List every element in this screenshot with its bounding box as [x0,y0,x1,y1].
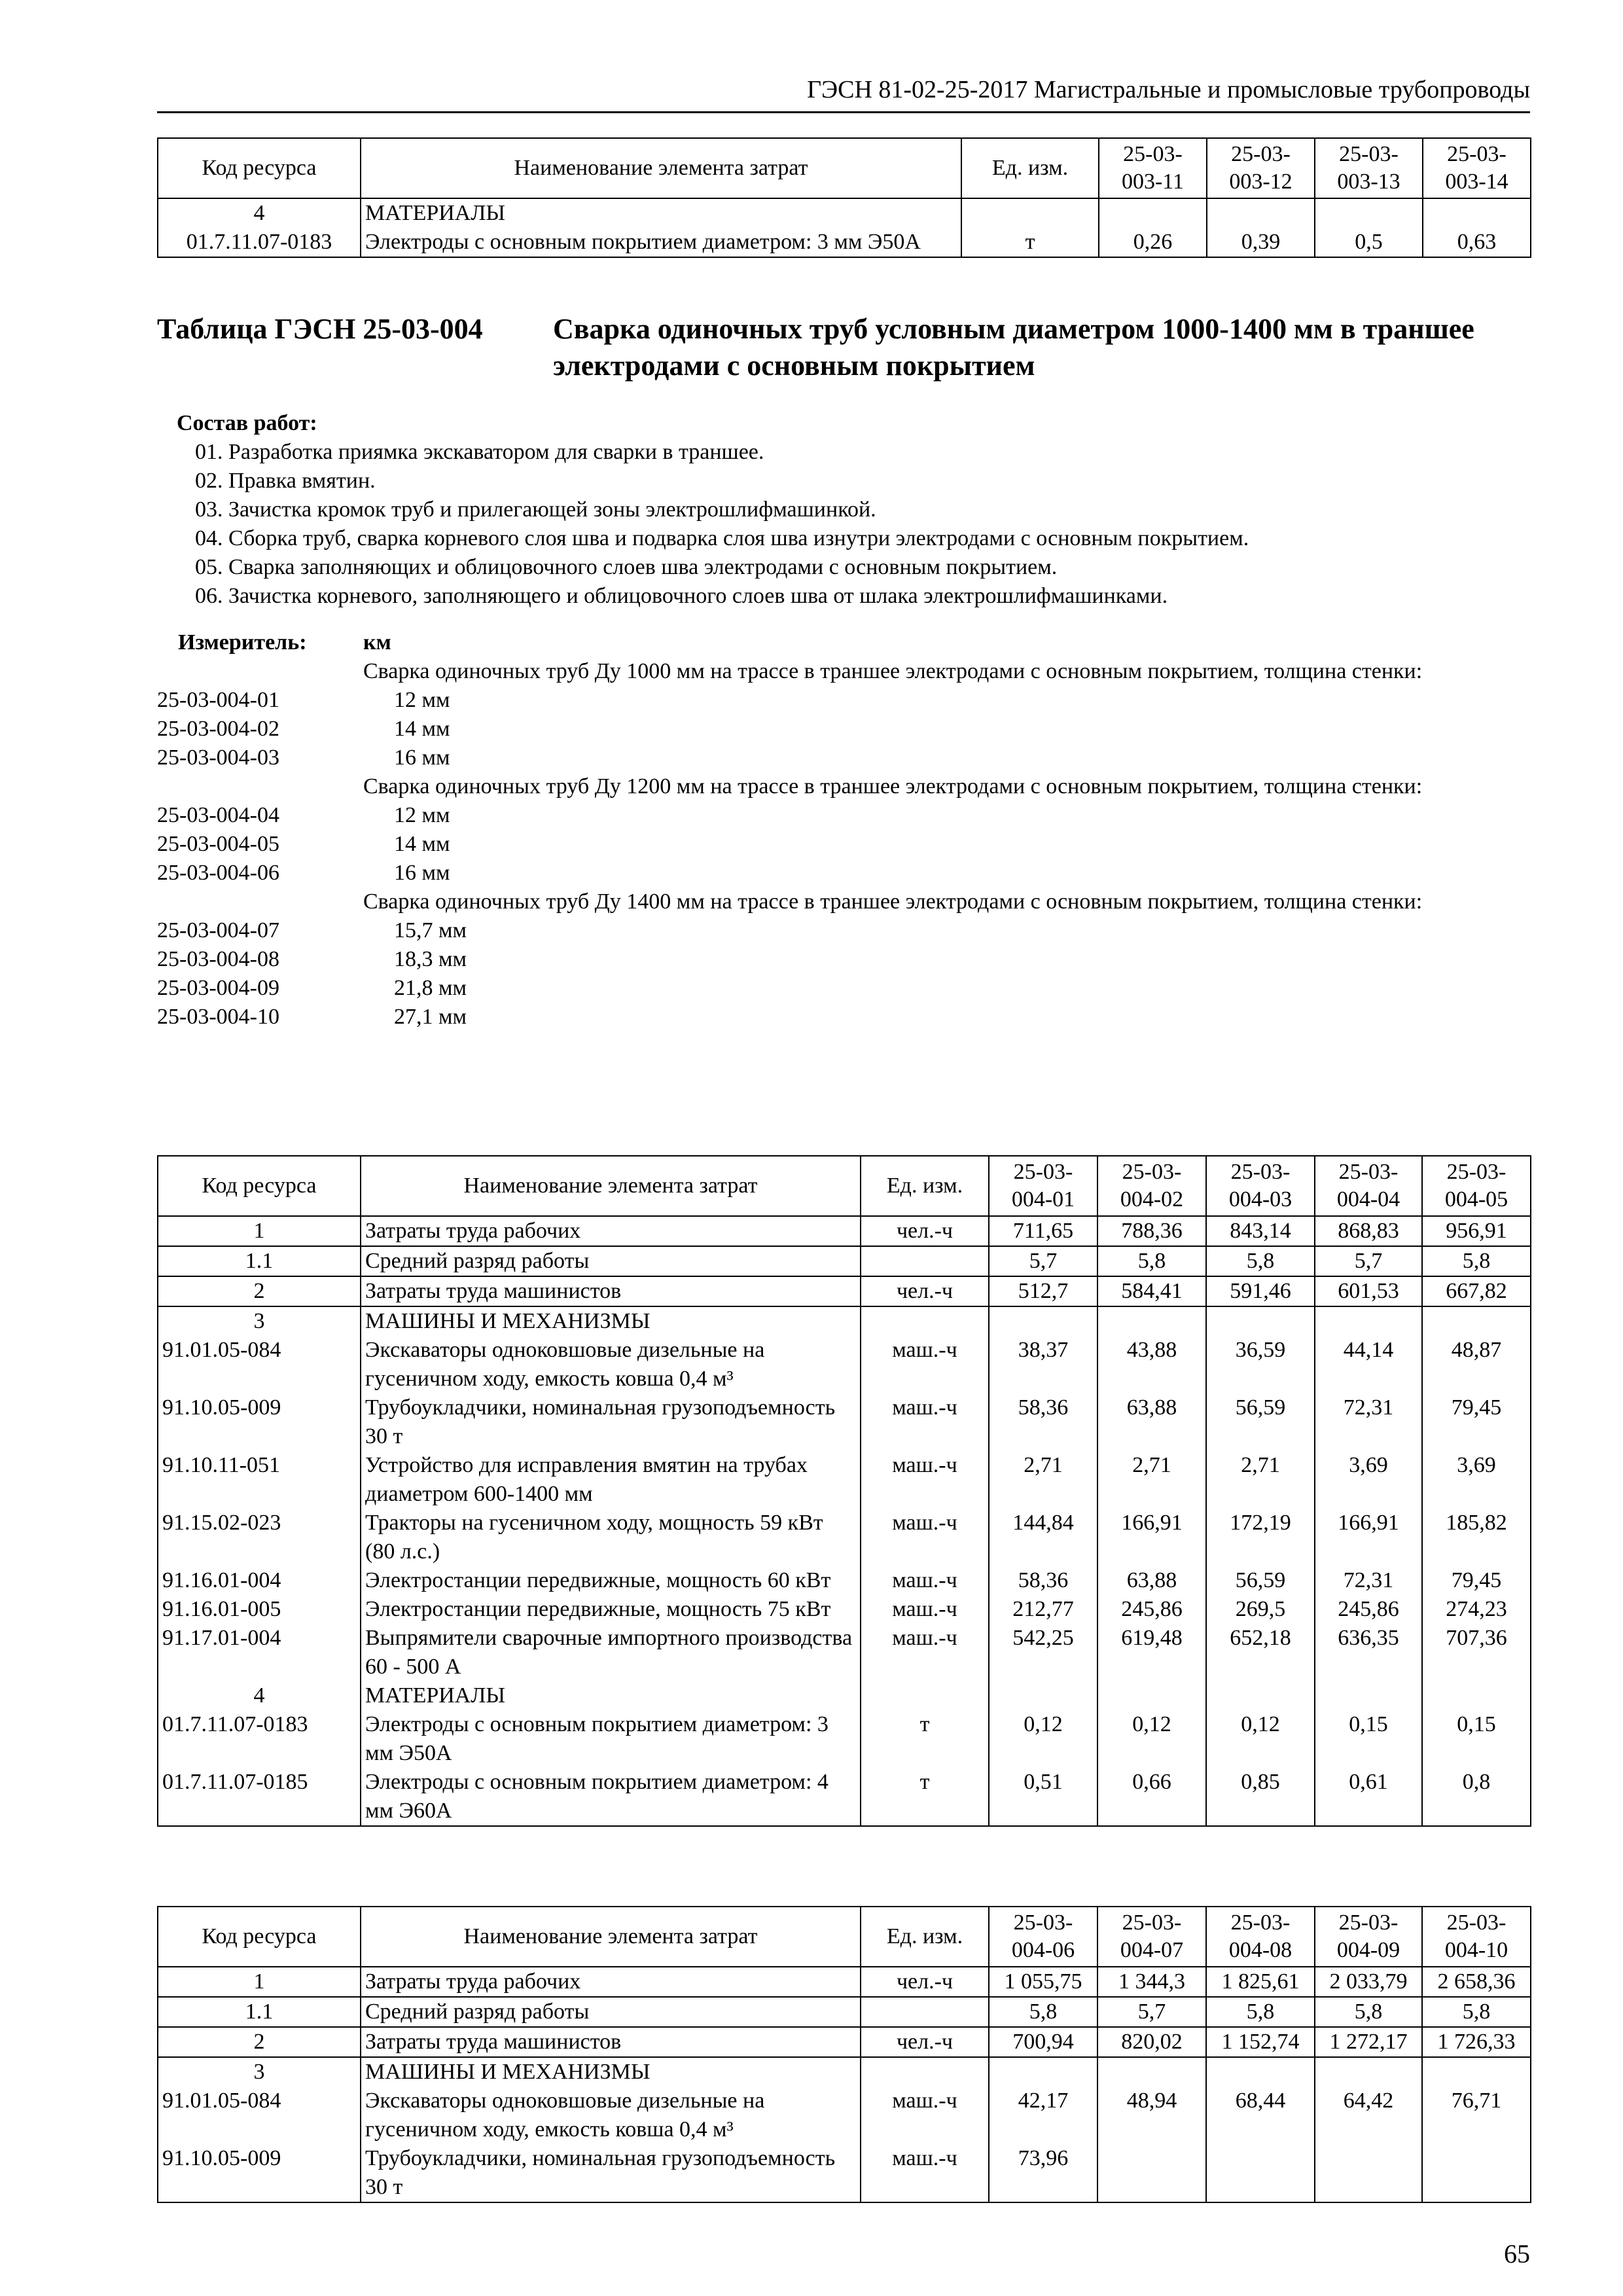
col-header-norm: 25-03-004-05 [1422,1156,1531,1216]
table-header-row [158,1156,1531,1216]
resource-unit: маш.-ч [861,2087,989,2144]
work-item: 03. Зачистка кромок труб и прилегающей зоны электрошлифмашинкой. [195,497,876,522]
resource-value: 0,85 [1206,1768,1315,1826]
resource-value: 0,15 [1315,1710,1422,1768]
resource-value: 868,83 [1315,1216,1422,1246]
resource-value: 0,12 [1206,1710,1315,1768]
table-row [158,1710,1531,1768]
norm-item [157,974,1530,1003]
resource-unit: маш.-ч [861,1451,989,1509]
resource-value: 79,45 [1422,1566,1531,1595]
resource-code: 91.01.05-084 [158,2087,361,2144]
empty-cell [861,1306,989,1336]
resource-code: 91.10.05-009 [158,1393,361,1451]
resource-value: 1 152,74 [1206,2027,1315,2057]
resource-code: 91.10.05-009 [158,2144,361,2202]
col-header-norm: 25-03-004-01 [989,1156,1097,1216]
resource-name: Электростанции передвижные, мощность 75 кВт [361,1595,861,1624]
col-header-unit: Ед. изм. [961,138,1099,198]
resource-name: Электростанции передвижные, мощность 60 кВт [361,1566,861,1595]
resource-value: 2,71 [989,1451,1097,1509]
resource-value: 269,5 [1206,1595,1315,1624]
resource-name: Затраты труда рабочих [361,1967,861,1997]
resource-value: 512,7 [989,1276,1097,1306]
measure-group-desc: Сварка одиночных труб Ду 1200 мм на трассе в траншее электродами с основным покрытием, толщина стенки: [363,774,1423,798]
section-name: МАТЕРИАЛЫ [361,198,961,228]
norm-item [157,686,1530,715]
empty-cell [1097,1681,1206,1710]
table-title-text: Сварка одиночных труб условным диаметром 1000-1400 мм в траншее электродами с основным покрытием [553,313,1474,382]
resource-value: 63,88 [1097,1393,1206,1451]
resource-value: 166,91 [1097,1509,1206,1566]
resource-value: 5,8 [1422,1246,1531,1276]
col-header-norm: 25-03-004-08 [1206,1907,1315,1967]
resource-value: 5,8 [989,1997,1097,2027]
resource-value: 0,12 [1097,1710,1206,1768]
col-header-name: Наименование элемента затрат [361,138,961,198]
resource-code: 91.16.01-005 [158,1595,361,1624]
resource-value [1315,2144,1422,2202]
resource-value: 5,8 [1206,1246,1315,1276]
resource-value [1097,2144,1206,2202]
resource-code: 1.1 [158,1997,361,2027]
resource-value: 172,19 [1206,1509,1315,1566]
resource-value: 0,61 [1315,1768,1422,1826]
resource-value: 166,91 [1315,1509,1422,1566]
table-row [158,1393,1531,1451]
table-row [158,1246,1531,1276]
work-composition [177,409,1249,611]
resource-name: Экскаваторы одноковшовые дизельные на гусеничном ходу, емкость ковша 0,4 м³ [361,2087,861,2144]
resource-value: 36,59 [1206,1336,1315,1393]
resource-table-004-b [157,1906,1531,2203]
resource-value: 591,46 [1206,1276,1315,1306]
resource-code: 01.7.11.07-0183 [158,228,361,257]
norm-thickness: 16 мм [394,745,450,770]
measure-label: Измеритель: [178,630,307,655]
resource-value: 44,14 [1315,1336,1422,1393]
norm-thickness: 27,1 мм [394,1005,467,1029]
resource-value: 584,41 [1097,1276,1206,1306]
resource-value: 0,63 [1423,228,1531,257]
work-item: 02. Правка вмятин. [195,469,376,493]
resource-value: 43,88 [1097,1336,1206,1393]
table-row [158,1276,1531,1306]
table-row [158,1566,1531,1595]
resource-code: 01.7.11.07-0185 [158,1768,361,1826]
resource-value: 788,36 [1097,1216,1206,1246]
col-header-code: Код ресурса [158,138,361,198]
norm-code: 25-03-004-04 [157,803,279,827]
resource-code: 1 [158,1216,361,1246]
resource-value: 0,51 [989,1768,1097,1826]
section-row [158,1306,1531,1336]
resource-name: Средний разряд работы [361,1997,861,2027]
table-row [158,1509,1531,1566]
resource-code: 2 [158,1276,361,1306]
resource-value: 2 033,79 [1315,1967,1422,1997]
resource-unit: маш.-ч [861,1566,989,1595]
resource-value: 64,42 [1315,2087,1422,2144]
resource-name: Электроды с основным покрытием диаметром: 3 мм Э50А [361,1710,861,1768]
resource-code: 3 [158,1306,361,1336]
resource-value: 274,23 [1422,1595,1531,1624]
work-item: 04. Сборка труб, сварка корневого слоя шва и подварка слоя шва изнутри электродами с основным покрытием. [195,526,1249,550]
resource-value: 1 055,75 [989,1967,1097,1997]
resource-value: 212,77 [989,1595,1097,1624]
col-header-norm: 25-03-004-07 [1097,1907,1206,1967]
resource-name: Устройство для исправления вмятин на трубах диаметром 600-1400 мм [361,1451,861,1509]
table-title-label: Таблица ГЭСН 25-03-004 [157,313,483,345]
table-row [158,2087,1531,2144]
resource-value: 820,02 [1097,2027,1206,2057]
resource-value: 76,71 [1422,2087,1531,2144]
resource-value: 5,7 [1315,1246,1422,1276]
col-header-norm: 25-03-004-02 [1097,1156,1206,1216]
resource-value: 72,31 [1315,1393,1422,1451]
norm-code: 25-03-004-01 [157,688,279,712]
empty-cell [989,2057,1097,2087]
norm-thickness: 12 мм [394,688,450,712]
table-header-row [158,1907,1531,1967]
col-header-unit: Ед. изм. [861,1156,989,1216]
norm-thickness: 16 мм [394,861,450,885]
resource-unit: т [961,228,1099,257]
norm-item [157,1003,1530,1031]
resource-unit [861,1246,989,1276]
resource-value: 5,8 [1422,1997,1531,2027]
resource-value: 185,82 [1422,1509,1531,1566]
col-header-norm: 25-03-004-10 [1422,1907,1531,1967]
resource-value: 601,53 [1315,1276,1422,1306]
norm-item [157,945,1530,974]
resource-value: 48,94 [1097,2087,1206,2144]
resource-value: 5,7 [1097,1997,1206,2027]
norm-thickness: 15,7 мм [394,918,467,942]
col-header-norm: 25-03-003-12 [1207,138,1315,198]
resource-value: 1 344,3 [1097,1967,1206,1997]
resource-code: 4 [158,1681,361,1710]
resource-value: 72,31 [1315,1566,1422,1595]
col-header-norm: 25-03-004-03 [1206,1156,1315,1216]
section-name: МАТЕРИАЛЫ [361,1681,861,1710]
resource-value: 700,94 [989,2027,1097,2057]
resource-value: 667,82 [1422,1276,1531,1306]
norm-code: 25-03-004-09 [157,976,279,1000]
resource-value: 0,12 [989,1710,1097,1768]
resource-code: 91.17.01-004 [158,1624,361,1681]
resource-value: 0,66 [1097,1768,1206,1826]
norm-item [157,830,1530,859]
resource-name: Средний разряд работы [361,1246,861,1276]
norm-item [157,744,1530,772]
resource-name: Тракторы на гусеничном ходу, мощность 59 кВт (80 л.с.) [361,1509,861,1566]
resource-unit: маш.-ч [861,2144,989,2202]
table-row [158,1336,1531,1393]
resource-value: 245,86 [1097,1595,1206,1624]
resource-unit: маш.-ч [861,1336,989,1393]
resource-unit: чел.-ч [861,1967,989,1997]
resource-code: 91.15.02-023 [158,1509,361,1566]
resource-value: 5,7 [989,1246,1097,1276]
resource-value: 707,36 [1422,1624,1531,1681]
measure-group-desc: Сварка одиночных труб Ду 1400 мм на трассе в траншее электродами с основным покрытием, толщина стенки: [363,889,1423,914]
norm-code: 25-03-004-03 [157,745,279,770]
resource-table-003 [157,137,1531,258]
resource-name: Затраты труда машинистов [361,2027,861,2057]
resource-value: 48,87 [1422,1336,1531,1393]
norm-code: 25-03-004-06 [157,861,279,885]
norm-thickness: 21,8 мм [394,976,467,1000]
resource-unit: чел.-ч [861,1276,989,1306]
resource-value: 5,8 [1097,1246,1206,1276]
resource-name: Затраты труда рабочих [361,1216,861,1246]
resource-value: 0,26 [1099,228,1207,257]
empty-cell [989,1681,1097,1710]
resource-code: 91.01.05-084 [158,1336,361,1393]
resource-unit [861,1997,989,2027]
table-row [158,1768,1531,1826]
resource-value: 2,71 [1097,1451,1206,1509]
empty-cell [1097,1306,1206,1336]
norm-code: 25-03-004-05 [157,832,279,856]
section-row [158,1681,1531,1710]
col-header-unit: Ед. изм. [861,1907,989,1967]
resource-value: 636,35 [1315,1624,1422,1681]
empty-cell [1206,1306,1315,1336]
section-name: МАШИНЫ И МЕХАНИЗМЫ [361,2057,861,2087]
resource-value: 652,18 [1206,1624,1315,1681]
resource-value: 0,8 [1422,1768,1531,1826]
section-row [158,198,1531,228]
resource-value: 5,8 [1206,1997,1315,2027]
resource-value: 711,65 [989,1216,1097,1246]
resource-name: Затраты труда машинистов [361,1276,861,1306]
col-header-code: Код ресурса [158,1907,361,1967]
table-row [158,1997,1531,2027]
col-header-norm: 25-03-004-04 [1315,1156,1422,1216]
resource-value: 0,5 [1315,228,1423,257]
resource-value [1422,2144,1531,2202]
resource-code: 91.16.01-004 [158,1566,361,1595]
resource-unit: маш.-ч [861,1509,989,1566]
table-row [158,1595,1531,1624]
norm-thickness: 14 мм [394,717,450,741]
resource-unit: маш.-ч [861,1624,989,1681]
resource-code: 3 [158,2057,361,2087]
norm-code: 25-03-004-10 [157,1005,279,1029]
section-number: 4 [158,198,361,228]
empty-cell [1315,2057,1422,2087]
resource-value [1206,2144,1315,2202]
table-row [158,1967,1531,1997]
resource-value: 1 726,33 [1422,2027,1531,2057]
resource-name: Электроды с основным покрытием диаметром: 4 мм Э60А [361,1768,861,1826]
resource-code: 1.1 [158,1246,361,1276]
empty-cell [989,1306,1097,1336]
running-header: ГЭСН 81-02-25-2017 Магистральные и промысловые трубопроводы [157,73,1530,113]
resource-name: Трубоукладчики, номинальная грузоподъемность 30 т [361,2144,861,2202]
resource-value: 3,69 [1422,1451,1531,1509]
norm-item [157,859,1530,888]
measure-unit: км [363,630,391,655]
col-header-name: Наименование элемента затрат [361,1156,861,1216]
norm-thickness: 14 мм [394,832,450,856]
resource-unit: маш.-ч [861,1393,989,1451]
work-item: 05. Сварка заполняющих и облицовочного слоев шва электродами с основным покрытием. [195,555,1058,579]
resource-unit: т [861,1710,989,1768]
norm-item [157,715,1530,744]
empty-cell [1206,1681,1315,1710]
resource-name: Электроды с основным покрытием диаметром: 3 мм Э50А [361,228,961,257]
norm-code: 25-03-004-08 [157,947,279,971]
resource-value: 0,39 [1207,228,1315,257]
empty-cell [1422,1681,1531,1710]
resource-code: 91.10.11-051 [158,1451,361,1509]
resource-value: 56,59 [1206,1393,1315,1451]
table-row [158,2144,1531,2202]
empty-cell [861,2057,989,2087]
norm-item [157,801,1530,830]
resource-unit: чел.-ч [861,2027,989,2057]
resource-value: 0,15 [1422,1710,1531,1768]
empty-cell [861,1681,989,1710]
section-row [158,2057,1531,2087]
resource-name: Выпрямители сварочные импортного производства 60 - 500 А [361,1624,861,1681]
section-name: МАШИНЫ И МЕХАНИЗМЫ [361,1306,861,1336]
resource-value: 956,91 [1422,1216,1531,1246]
table-row [158,1624,1531,1681]
empty-cell [1315,1306,1422,1336]
table-row [158,228,1531,257]
col-header-norm: 25-03-004-09 [1315,1907,1422,1967]
resource-code: 1 [158,1967,361,1997]
table-header-row [158,138,1531,198]
resource-value: 56,59 [1206,1566,1315,1595]
empty-cell [1097,2057,1206,2087]
col-header-norm: 25-03-003-11 [1099,138,1207,198]
norm-thickness: 18,3 мм [394,947,467,971]
resource-value: 63,88 [1097,1566,1206,1595]
page-number: 65 [1504,2239,1530,2269]
norm-item [157,916,1530,945]
resource-unit: маш.-ч [861,1595,989,1624]
table-row [158,2027,1531,2057]
resource-value: 38,37 [989,1336,1097,1393]
resource-value: 5,8 [1315,1997,1422,2027]
resource-value: 542,25 [989,1624,1097,1681]
col-header-norm: 25-03-003-14 [1423,138,1531,198]
resource-value: 58,36 [989,1393,1097,1451]
resource-value: 3,69 [1315,1451,1422,1509]
resource-value: 843,14 [1206,1216,1315,1246]
col-header-code: Код ресурса [158,1156,361,1216]
resource-table-004-a [157,1155,1531,1827]
work-item: 06. Зачистка корневого, заполняющего и облицовочного слоев шва от шлака электрошлифмашинками. [195,584,1168,608]
measure-block [157,628,1530,1031]
resource-name: Трубоукладчики, номинальная грузоподъемность 30 т [361,1393,861,1451]
work-item: 01. Разработка приямка экскаватором для сварки в траншее. [195,440,764,464]
norm-code: 25-03-004-07 [157,918,279,942]
table-row [158,1451,1531,1509]
empty-cell [1315,1681,1422,1710]
resource-value: 42,17 [989,2087,1097,2144]
resource-code: 01.7.11.07-0183 [158,1710,361,1768]
resource-value: 73,96 [989,2144,1097,2202]
empty-cell [1422,1306,1531,1336]
resource-value: 79,45 [1422,1393,1531,1451]
norm-thickness: 12 мм [394,803,450,827]
resource-value: 619,48 [1097,1624,1206,1681]
norm-code: 25-03-004-02 [157,717,279,741]
table-row [158,1216,1531,1246]
work-heading: Состав работ: [177,411,317,435]
resource-value: 2,71 [1206,1451,1315,1509]
resource-value: 58,36 [989,1566,1097,1595]
resource-name: Экскаваторы одноковшовые дизельные на гусеничном ходу, емкость ковша 0,4 м³ [361,1336,861,1393]
col-header-norm: 25-03-003-13 [1315,138,1423,198]
empty-cell [1206,2057,1315,2087]
empty-cell [1422,2057,1531,2087]
resource-value: 2 658,36 [1422,1967,1531,1997]
resource-unit: чел.-ч [861,1216,989,1246]
resource-unit: т [861,1768,989,1826]
resource-value: 144,84 [989,1509,1097,1566]
resource-value: 1 825,61 [1206,1967,1315,1997]
resource-value: 1 272,17 [1315,2027,1422,2057]
resource-code: 2 [158,2027,361,2057]
col-header-norm: 25-03-004-06 [989,1907,1097,1967]
resource-value: 68,44 [1206,2087,1315,2144]
col-header-name: Наименование элемента затрат [361,1907,861,1967]
measure-group-desc: Сварка одиночных труб Ду 1000 мм на трассе в траншее электродами с основным покрытием, толщина стенки: [363,659,1423,683]
resource-value: 245,86 [1315,1595,1422,1624]
